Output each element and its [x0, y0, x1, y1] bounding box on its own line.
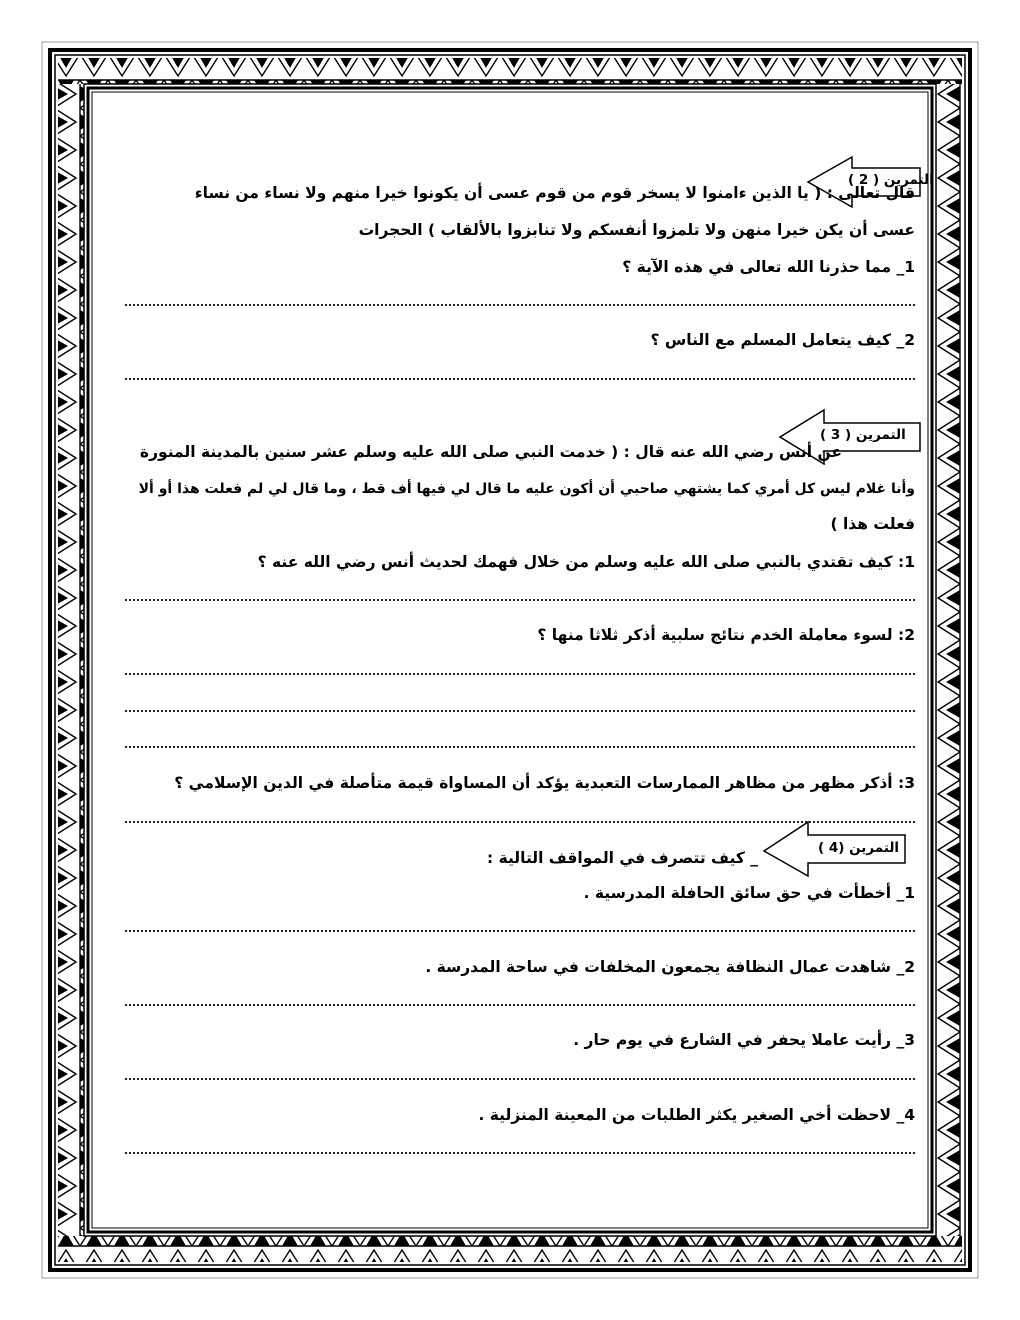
- answer-line[interactable]: [125, 673, 915, 675]
- exercise4-item3: 3_ رأيت عاملا يحفر في الشارع في يوم حار .: [573, 1031, 915, 1049]
- exercise3-number: ( 3 ): [820, 427, 852, 443]
- exercise3-question3: 3: أذكر مظهر من مظاهر الممارسات التعبدية يؤكد أن المساواة قيمة متأصلة في الدين الإسلامي ؟: [174, 774, 915, 792]
- exercise4-item4: 4_ لاحظت أخي الصغير يكثر الطلبات من المعينة المنزلية .: [478, 1106, 915, 1124]
- exercise3-question2: 2: لسوء معاملة الخدم نتائج سلبية أذكر ثلاثا منها ؟: [537, 626, 915, 644]
- exercise2-number: ( 2 ): [848, 172, 880, 188]
- exercise2-verse-line2: عسى أن يكن خيرا منهن ولا تلمزوا أنفسكم ولا تنابزوا بالألقاب ) الحجرات: [358, 221, 915, 239]
- exercise4-label-text: التمرين: [849, 840, 900, 856]
- answer-line[interactable]: [125, 599, 915, 601]
- exercise3-label-text: التمرين: [855, 427, 906, 443]
- answer-line[interactable]: [125, 746, 915, 748]
- exercise3-label: [820, 427, 906, 443]
- answer-line[interactable]: [125, 1152, 915, 1154]
- exercise3-hadith-line1: عن أنس رضي الله عنه قال : ( خدمت النبي صلى الله عليه وسلم عشر سنين بالمدينة المنورة: [139, 443, 842, 461]
- answer-line[interactable]: [125, 304, 915, 306]
- exercise3-hadith-line2: وأنا غلام ليس كل أمري كما يشتهي صاحبي أن أكون عليه ما قال لي فيها أف قط ، وما قال لي لم فعلت هذا أو ألا: [138, 481, 915, 497]
- exercise3-hadith-line3: فعلت هذا ): [830, 515, 915, 533]
- answer-line[interactable]: [125, 1004, 915, 1006]
- exercise4-number: (4 ): [818, 840, 845, 856]
- answer-line[interactable]: [125, 1078, 915, 1080]
- exercise2-question1: 1_ مما حذرنا الله تعالى في هذه الآية ؟: [622, 258, 915, 276]
- exercise4-intro: _ كيف تتصرف في المواقف التالية :: [486, 849, 758, 867]
- answer-line[interactable]: [125, 710, 915, 712]
- exercise2-verse-line1: قال تعالى : ( يا الذين ءامنوا لا يسخر قوم من قوم عسى أن يكونوا خيرا منهم ولا نساء من نساء: [194, 184, 915, 202]
- exercise3-question1: 1: كيف تقتدي بالنبي صلى الله عليه وسلم من خلال فهمك لحديث أنس رضي الله عنه ؟: [257, 553, 915, 571]
- exercise4-label: [818, 840, 899, 856]
- exercise4-item2: 2_ شاهدت عمال النظافة يجمعون المخلفات في ساحة المدرسة .: [425, 958, 915, 976]
- answer-line[interactable]: [125, 930, 915, 932]
- answer-line[interactable]: [125, 378, 915, 380]
- exercise2-question2: 2_ كيف يتعامل المسلم مع الناس ؟: [650, 331, 915, 349]
- answer-line[interactable]: [125, 821, 915, 823]
- exercise4-item1: 1_ أخطأت في حق سائق الحافلة المدرسية .: [583, 884, 915, 902]
- exercise2-label-text: التمرين: [883, 172, 934, 188]
